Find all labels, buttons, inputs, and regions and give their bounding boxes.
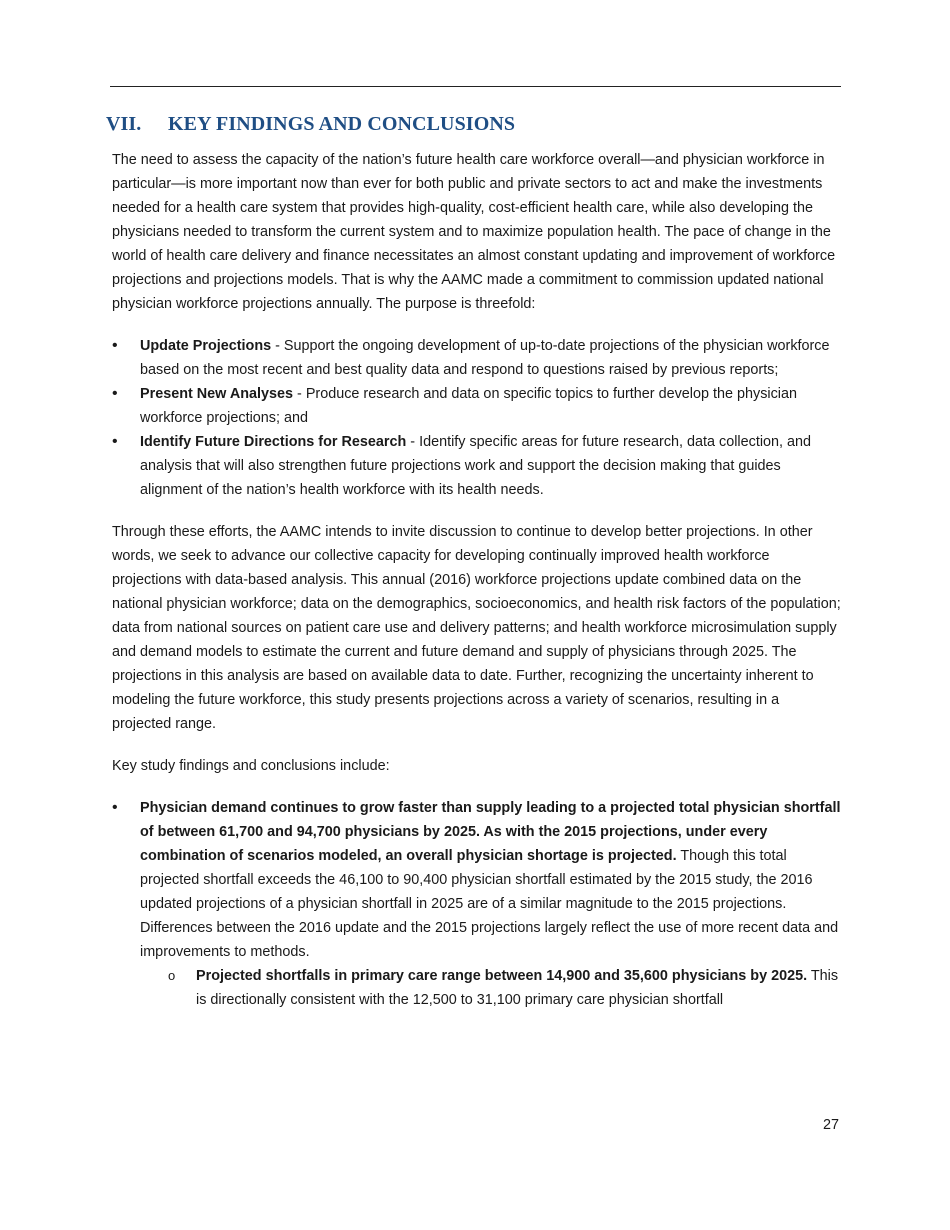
page-number: 27 — [822, 1117, 839, 1133]
list-item-text: - Identify specific areas for future research, data collection, and analysis that will also strengthen future projections work and support the decision making that guides alignment of the nation’s health workforce with its health needs. — [140, 434, 812, 498]
list-item-title: Update Projections — [140, 338, 272, 354]
list-item-text: - Support the ongoing development of up-to-date projections of the physician workforce based on the most recent and best quality data and respond to questions raised by previous reports; — [140, 338, 830, 378]
findings-list — [112, 796, 842, 1012]
list-item — [112, 796, 842, 1012]
list-item-text: - Produce research and data on specific topics to further develop the physician workforce projections; and — [140, 386, 798, 426]
intro-paragraph: The need to assess the capacity of the nation’s future health care workforce overall—and physician workforce in particular—is more important now than ever for both public and private sectors to act and make the investments needed for a health care system that provides high-quality, cost-efficient health care, while also developing the physicians needed to transform the current system and to maximize population health. The pace of change in the world of health care delivery and finance necessitates an almost constant updating and improvement of workforce projections and projections models. That is why the AAMC made a commitment to commission updated national physician workforce projections annually. The purpose is threefold: — [112, 152, 836, 312]
purpose-list — [112, 334, 842, 502]
section-number: VII. — [106, 113, 142, 135]
sub-finding-bold: Projected shortfalls in primary care range between 14,900 and 35,600 physicians by 2025. — [196, 968, 808, 984]
sub-list — [140, 964, 842, 1012]
header-rule — [110, 86, 841, 87]
sub-list-item — [140, 964, 842, 1012]
list-item-title: Identify Future Directions for Research — [140, 434, 407, 450]
section-heading — [106, 113, 515, 136]
sub-finding-text: This is directionally consistent with the 12,500 to 31,100 primary care physician shortfall — [196, 968, 839, 1008]
findings-intro: Key study findings and conclusions include: — [112, 758, 390, 774]
section-title: KEY FINDINGS AND CONCLUSIONS — [168, 113, 516, 135]
body-content — [112, 148, 842, 1030]
list-item-title: Present New Analyses — [140, 386, 294, 402]
finding-bold: Physician demand continues to grow faster than supply leading to a projected total physician shortfall of between 61,700 and 94,700 physicians by 2025. As with the 2015 projections, under every combination of scenarios modeled, an overall physician shortage is projected. — [140, 800, 841, 864]
efforts-paragraph: Through these efforts, the AAMC intends to invite discussion to continue to develop better projections. In other words, we seek to advance our collective capacity for developing continually improved health workforce projections with data-based analysis. This annual (2016) workforce projections update combined data on the national physician workforce; data on the demographics, socioeconomics, and health risk factors of the population; data from national sources on patient care use and delivery patterns; and health workforce microsimulation supply and demand models to estimate the current and future demand and supply of physicians through 2025. The projections in this analysis are based on available data to date. Further, recognizing the uncertainty inherent to modeling the future workforce, this study presents projections across a variety of scenarios, resulting in a projected range. — [112, 524, 841, 732]
finding-text: Though this total projected shortfall exceeds the 46,100 to 90,400 physician shortfall estimated by the 2015 study, the 2016 updated projections of a physician shortfall in 2025 are of a similar magnitude to the 2015 projections. Differences between the 2016 update and the 2015 projections largely reflect the use of more recent data and improvements to methods. — [140, 848, 839, 960]
list-item — [112, 382, 842, 430]
list-item — [112, 430, 842, 502]
list-item — [112, 334, 842, 382]
